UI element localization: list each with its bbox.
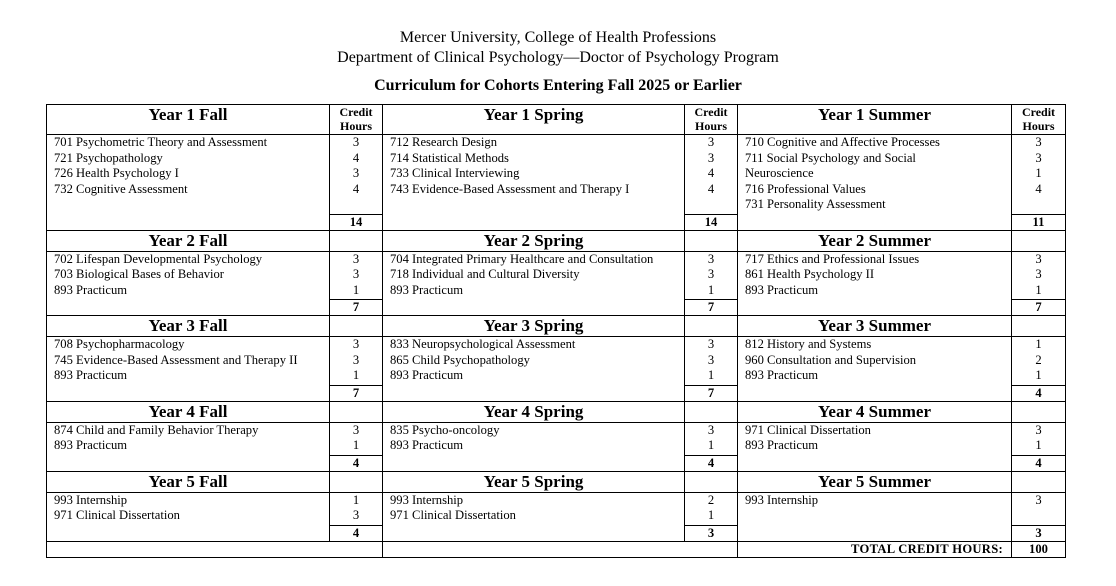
credit-value: 1: [1035, 166, 1042, 180]
term-title: Year 5 Spring: [383, 471, 685, 492]
course-item: 716 Professional Values: [745, 181, 866, 196]
credit-hours-header: [685, 471, 738, 492]
credit-hours-header: [685, 230, 738, 251]
credit-value: 3: [1035, 267, 1042, 281]
empty-cell: [383, 385, 685, 401]
course-list: [47, 337, 330, 386]
curriculum-table: [46, 104, 1066, 558]
credit-hours-header: [1012, 105, 1066, 135]
credit-value: 3: [352, 337, 360, 351]
empty-cell: [383, 455, 685, 471]
course-item: 893 Practicum: [390, 368, 464, 382]
credit-hours-header: [685, 401, 738, 422]
course-list: [383, 251, 685, 300]
empty-cell: [738, 455, 1012, 471]
year-1-courses-row: [47, 135, 1066, 215]
year-2-courses-row: [47, 251, 1066, 300]
year-3-total-row: [47, 385, 1066, 401]
empty-cell: [47, 455, 330, 471]
credit-header-line: Credit: [339, 105, 373, 119]
course-credits: [685, 422, 738, 455]
credit-value: 3: [1035, 150, 1042, 165]
empty-cell: [738, 300, 1012, 316]
total-credit-hours-label: TOTAL CREDIT HOURS:: [738, 541, 1012, 557]
credit-value: 2: [1035, 352, 1042, 367]
course-item: 993 Internship: [54, 492, 128, 507]
credit-value: 4: [352, 150, 360, 165]
department-title: Department of Clinical Psychology—Doctor of Psychology Program: [337, 49, 779, 66]
course-item: 861 Health Psychology II: [745, 267, 875, 281]
year-5-courses-row: [47, 492, 1066, 525]
course-credits: [685, 337, 738, 386]
course-list: [738, 337, 1012, 386]
credit-value: 2: [707, 492, 715, 507]
course-list: [47, 251, 330, 300]
term-title: Year 1 Fall: [47, 105, 330, 135]
course-item: 703 Biological Bases of Behavior: [54, 267, 224, 281]
course-item: 833 Neuropsychological Assessment: [390, 337, 576, 351]
credit-value: 4: [707, 181, 715, 196]
credit-hours-header: [330, 105, 383, 135]
credit-value: 1: [1035, 438, 1042, 452]
course-item: 971 Clinical Dissertation: [745, 422, 871, 437]
credit-value: [1012, 197, 1065, 213]
credit-value: 1: [352, 492, 360, 507]
year-5-total-row: [47, 525, 1066, 541]
credit-hours-header: [330, 471, 383, 492]
credit-value: 4: [352, 181, 360, 196]
term-title: Year 1 Spring: [383, 105, 685, 135]
course-credits: [685, 135, 738, 215]
empty-cell: [47, 300, 330, 316]
course-credits: [1012, 422, 1066, 455]
course-item: 704 Integrated Primary Healthcare and Consultation: [390, 251, 654, 266]
course-item: 960 Consultation and Supervision: [745, 352, 917, 367]
course-item: 893 Practicum: [54, 368, 128, 382]
term-total: 7: [685, 300, 738, 316]
course-item: 718 Individual and Cultural Diversity: [390, 267, 580, 281]
empty-cell: [738, 385, 1012, 401]
course-list: [738, 492, 1012, 525]
course-item: 812 History and Systems: [745, 337, 872, 351]
credit-hours-header: [1012, 401, 1066, 422]
term-total: 7: [1012, 300, 1066, 316]
term-title: Year 1 Summer: [738, 105, 1012, 135]
credit-value: 3: [707, 251, 715, 266]
term-total: 11: [1012, 214, 1066, 230]
credit-header-line: Hours: [694, 119, 727, 133]
term-total: 4: [685, 455, 738, 471]
credit-value: 3: [707, 337, 715, 351]
credit-value: 3: [352, 508, 360, 522]
credit-header-line: Credit: [694, 105, 728, 119]
course-item: 714 Statistical Methods: [390, 150, 509, 165]
course-item: 717 Ethics and Professional Issues: [745, 251, 920, 266]
empty-cell: [47, 525, 330, 541]
year-2-header-row: [47, 230, 1066, 251]
credit-value: 3: [1035, 422, 1042, 437]
credit-value: 4: [1035, 181, 1042, 196]
credit-header-line: Hours: [339, 119, 372, 133]
term-total: 7: [685, 385, 738, 401]
year-4-total-row: [47, 455, 1066, 471]
empty-cell: [383, 525, 685, 541]
credit-value: 3: [352, 135, 360, 149]
term-total: 4: [330, 455, 383, 471]
year-3-header-row: [47, 316, 1066, 337]
course-item: 726 Health Psychology I: [54, 166, 179, 180]
course-item: 893 Practicum: [745, 438, 819, 452]
credit-hours-header: [1012, 230, 1066, 251]
credit-value: 3: [707, 422, 715, 437]
term-total: 4: [1012, 455, 1066, 471]
credit-value: 3: [1035, 251, 1042, 266]
credit-value: 3: [352, 422, 360, 437]
empty-cell: [383, 300, 685, 316]
course-credits: [685, 492, 738, 525]
term-total: 14: [330, 214, 383, 230]
term-title: Year 2 Summer: [738, 230, 1012, 251]
credit-value: 1: [707, 282, 715, 297]
course-item: 835 Psycho-oncology: [390, 422, 500, 437]
course-list: [383, 135, 685, 215]
course-item: 893 Practicum: [390, 438, 464, 452]
credit-value: 3: [707, 150, 715, 165]
course-list: [47, 135, 330, 215]
course-credits: [685, 251, 738, 300]
course-list: [738, 135, 1012, 215]
course-item: 874 Child and Family Behavior Therapy: [54, 422, 259, 437]
credit-hours-header: [330, 401, 383, 422]
credit-value: 3: [1035, 135, 1042, 149]
year-5-header-row: [47, 471, 1066, 492]
year-4-courses-row: [47, 422, 1066, 455]
credit-value: 1: [707, 438, 715, 452]
empty-cell: [383, 214, 685, 230]
course-item: 993 Internship: [390, 492, 464, 507]
course-list: [47, 492, 330, 525]
year-2-total-row: [47, 300, 1066, 316]
course-item: 710 Cognitive and Affective Processes: [745, 135, 940, 149]
course-list: [383, 422, 685, 455]
course-item: 743 Evidence-Based Assessment and Therapy I: [390, 181, 630, 196]
course-credits: [330, 251, 383, 300]
empty-cell: [47, 385, 330, 401]
term-title: Year 5 Fall: [47, 471, 330, 492]
course-item: 893 Practicum: [745, 282, 819, 297]
course-item: 732 Cognitive Assessment: [54, 181, 188, 196]
credit-value: 3: [707, 267, 715, 281]
year-3-courses-row: [47, 337, 1066, 386]
credit-value: 3: [352, 166, 360, 180]
course-item: 721 Psychopathology: [54, 150, 163, 165]
course-item: 701 Psychometric Theory and Assessment: [54, 135, 268, 149]
empty-cell: [47, 214, 330, 230]
course-item: 893 Practicum: [390, 282, 464, 297]
course-item: 993 Internship: [745, 492, 819, 507]
year-1-total-row: [47, 214, 1066, 230]
year-1-header-row: [47, 105, 1066, 135]
course-credits: [330, 492, 383, 525]
course-list: [47, 422, 330, 455]
course-credits: [330, 337, 383, 386]
term-title: Year 4 Spring: [383, 401, 685, 422]
course-list: [738, 422, 1012, 455]
credit-value: 1: [707, 368, 715, 382]
credit-value: 4: [707, 166, 715, 180]
course-item: 971 Clinical Dissertation: [54, 508, 180, 522]
empty-cell: [47, 541, 383, 557]
credit-value: 3: [352, 267, 360, 281]
course-credits: [1012, 492, 1066, 525]
empty-cell: [738, 525, 1012, 541]
term-title: Year 4 Summer: [738, 401, 1012, 422]
term-title: Year 4 Fall: [47, 401, 330, 422]
credit-hours-header: [330, 230, 383, 251]
credit-hours-header: [685, 316, 738, 337]
credit-value: 3: [707, 135, 715, 149]
term-title: Year 3 Spring: [383, 316, 685, 337]
credit-hours-header: [1012, 471, 1066, 492]
course-list: [383, 492, 685, 525]
course-item: 865 Child Psychopathology: [390, 352, 530, 367]
term-total: 7: [330, 300, 383, 316]
term-title: Year 3 Fall: [47, 316, 330, 337]
year-4-header-row: [47, 401, 1066, 422]
term-title: Year 3 Summer: [738, 316, 1012, 337]
term-total: 3: [685, 525, 738, 541]
credit-value: 3: [1035, 492, 1042, 507]
course-item: 702 Lifespan Developmental Psychology: [54, 251, 263, 266]
term-title: Year 2 Spring: [383, 230, 685, 251]
term-title: Year 2 Fall: [47, 230, 330, 251]
term-title: Year 5 Summer: [738, 471, 1012, 492]
term-total: 7: [330, 385, 383, 401]
term-total: 4: [330, 525, 383, 541]
course-item: 893 Practicum: [745, 368, 819, 382]
term-total: 4: [1012, 385, 1066, 401]
credit-value: 1: [707, 508, 715, 522]
empty-cell: [738, 214, 1012, 230]
credit-hours-header: [1012, 316, 1066, 337]
credit-value: 3: [352, 352, 360, 367]
course-item: Neuroscience: [745, 166, 814, 180]
credit-value: 1: [352, 438, 360, 452]
empty-cell: [383, 541, 738, 557]
credit-hours-header: [685, 105, 738, 135]
university-title: Mercer University, College of Health Professions: [399, 29, 717, 46]
course-list: [383, 337, 685, 386]
credit-hours-header: [330, 316, 383, 337]
credit-value: 1: [352, 368, 360, 382]
course-item: 745 Evidence-Based Assessment and Therapy II: [54, 352, 298, 367]
course-item: 971 Clinical Dissertation: [390, 508, 516, 522]
course-item: 708 Psychopharmacology: [54, 337, 185, 351]
course-item: 733 Clinical Interviewing: [390, 166, 520, 180]
course-credits: [1012, 337, 1066, 386]
course-item: 893 Practicum: [54, 282, 128, 297]
course-credits: [1012, 135, 1066, 215]
course-credits: [330, 135, 383, 215]
credit-header-line: Hours: [1022, 119, 1055, 133]
credit-value: 1: [352, 282, 360, 297]
credit-header-line: Credit: [1021, 105, 1056, 119]
grand-total-row: [47, 541, 1066, 557]
course-credits: [330, 422, 383, 455]
credit-value: 1: [1035, 368, 1042, 382]
credit-value: 1: [1035, 337, 1042, 351]
term-total: 14: [685, 214, 738, 230]
curriculum-title: Curriculum for Cohorts Entering Fall 2025 or Earlier: [374, 77, 742, 94]
term-total: 3: [1012, 525, 1066, 541]
total-credit-hours-value: 100: [1012, 541, 1066, 557]
course-item: 712 Research Design: [390, 135, 498, 149]
credit-value: 1: [1035, 282, 1042, 297]
credit-value: 3: [707, 352, 715, 367]
course-item: 893 Practicum: [54, 438, 128, 452]
course-item: 711 Social Psychology and Social: [745, 150, 916, 165]
course-credits: [1012, 251, 1066, 300]
course-list: [738, 251, 1012, 300]
credit-value: 3: [352, 251, 360, 266]
course-item: 731 Personality Assessment: [745, 197, 886, 211]
